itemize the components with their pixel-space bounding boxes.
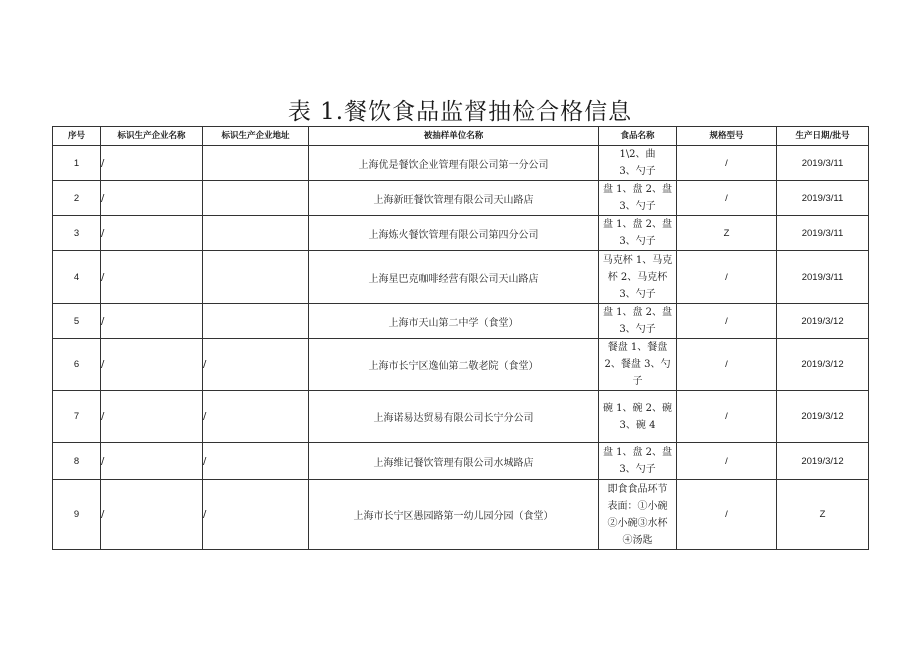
cell-manufacturer: / <box>101 216 203 251</box>
cell-date: 2019/3/12 <box>777 304 869 339</box>
cell-spec: / <box>677 146 777 181</box>
cell-manufacturer: / <box>101 304 203 339</box>
table-row <box>53 216 869 251</box>
cell-no: 3 <box>53 216 101 251</box>
cell-unit: 上海优是餐饮企业管理有限公司第一分公司 <box>309 146 599 181</box>
cell-date: 2019/3/11 <box>777 251 869 304</box>
cell-address <box>203 251 309 304</box>
cell-unit: 上海维记餐饮管理有限公司水城路店 <box>309 443 599 480</box>
cell-no: 2 <box>53 181 101 216</box>
cell-food-text: 盘 1、盘 2、盘 3、勺子 <box>602 184 673 212</box>
header-no: 序号 <box>53 127 101 146</box>
cell-date: 2019/3/12 <box>777 339 869 391</box>
table-row <box>53 146 869 181</box>
cell-unit: 上海新旺餐饮管理有限公司天山路店 <box>309 181 599 216</box>
cell-food <box>599 480 677 550</box>
cell-food <box>599 391 677 443</box>
cell-food-text: 盘 1、盘 2、盘 3、勺子 <box>602 219 673 247</box>
table-row <box>53 443 869 480</box>
cell-spec: / <box>677 181 777 216</box>
header-row <box>53 127 869 146</box>
cell-date: Z <box>777 480 869 550</box>
cell-no: 7 <box>53 391 101 443</box>
cell-food <box>599 181 677 216</box>
inspection-table <box>52 126 869 550</box>
header-unit: 被抽样单位名称 <box>309 127 599 146</box>
table-row <box>53 480 869 550</box>
cell-manufacturer: / <box>101 480 203 550</box>
cell-food-text: 即食食品环节 表面：①小碗 ②小碗③水杯 ④汤匙 <box>607 483 668 546</box>
cell-manufacturer: / <box>101 391 203 443</box>
cell-spec: / <box>677 339 777 391</box>
cell-address: / <box>203 391 309 443</box>
cell-spec: / <box>677 304 777 339</box>
cell-food <box>599 251 677 304</box>
cell-food <box>599 339 677 391</box>
cell-food-text: 餐盘 1、餐盘 2、餐盘 3、勺 子 <box>604 342 671 387</box>
document-title: 表 1.餐饮食品监督抽检合格信息 <box>287 99 633 125</box>
cell-spec: / <box>677 251 777 304</box>
cell-food-text: 马克杯 1、马克 杯 2、马克杯 3、勺子 <box>602 254 673 300</box>
cell-address: / <box>203 443 309 480</box>
cell-no: 9 <box>53 480 101 550</box>
cell-unit: 上海市长宁区逸仙第二敬老院（食堂） <box>309 339 599 391</box>
cell-date: 2019/3/12 <box>777 391 869 443</box>
cell-address <box>203 146 309 181</box>
cell-food-text: 碗 1、碗 2、碗 3、碗 4 <box>602 402 673 431</box>
cell-manufacturer: / <box>101 339 203 391</box>
cell-food-text: 盘 1、盘 2、盘 3、勺子 <box>602 447 673 475</box>
header-food: 食品名称 <box>599 127 677 146</box>
cell-food-text: 1\2、曲 3、勺子 <box>619 149 656 177</box>
cell-address <box>203 181 309 216</box>
cell-spec: / <box>677 391 777 443</box>
cell-manufacturer: / <box>101 251 203 304</box>
cell-spec: / <box>677 480 777 550</box>
table-row <box>53 251 869 304</box>
cell-manufacturer: / <box>101 443 203 480</box>
cell-date: 2019/3/11 <box>777 146 869 181</box>
cell-unit: 上海星巴克咖啡经营有限公司天山路店 <box>309 251 599 304</box>
cell-no: 5 <box>53 304 101 339</box>
cell-no: 6 <box>53 339 101 391</box>
cell-spec: Z <box>677 216 777 251</box>
cell-food <box>599 216 677 251</box>
table-row <box>53 181 869 216</box>
table-row <box>53 304 869 339</box>
table-row <box>53 339 869 391</box>
cell-no: 8 <box>53 443 101 480</box>
cell-manufacturer: / <box>101 181 203 216</box>
cell-no: 4 <box>53 251 101 304</box>
cell-food <box>599 146 677 181</box>
header-manufacturer: 标识生产企业名称 <box>101 127 203 146</box>
cell-address <box>203 304 309 339</box>
cell-food-text: 盘 1、盘 2、盘 3、勺子 <box>602 307 673 335</box>
cell-address: / <box>203 480 309 550</box>
cell-food <box>599 304 677 339</box>
cell-unit: 上海诺易达贸易有限公司长宁分公司 <box>309 391 599 443</box>
cell-unit: 上海炼火餐饮管理有限公司第四分公司 <box>309 216 599 251</box>
cell-unit: 上海市天山第二中学（食堂） <box>309 304 599 339</box>
cell-address: / <box>203 339 309 391</box>
cell-spec: / <box>677 443 777 480</box>
header-date: 生产日期/批号 <box>777 127 869 146</box>
cell-address <box>203 216 309 251</box>
cell-no: 1 <box>53 146 101 181</box>
cell-date: 2019/3/11 <box>777 216 869 251</box>
cell-food <box>599 443 677 480</box>
cell-unit: 上海市长宁区愚园路第一幼儿园分园（食堂） <box>309 480 599 550</box>
cell-date: 2019/3/12 <box>777 443 869 480</box>
cell-date: 2019/3/11 <box>777 181 869 216</box>
header-address: 标识生产企业地址 <box>203 127 309 146</box>
cell-manufacturer: / <box>101 146 203 181</box>
header-spec: 规格型号 <box>677 127 777 146</box>
table-row <box>53 391 869 443</box>
